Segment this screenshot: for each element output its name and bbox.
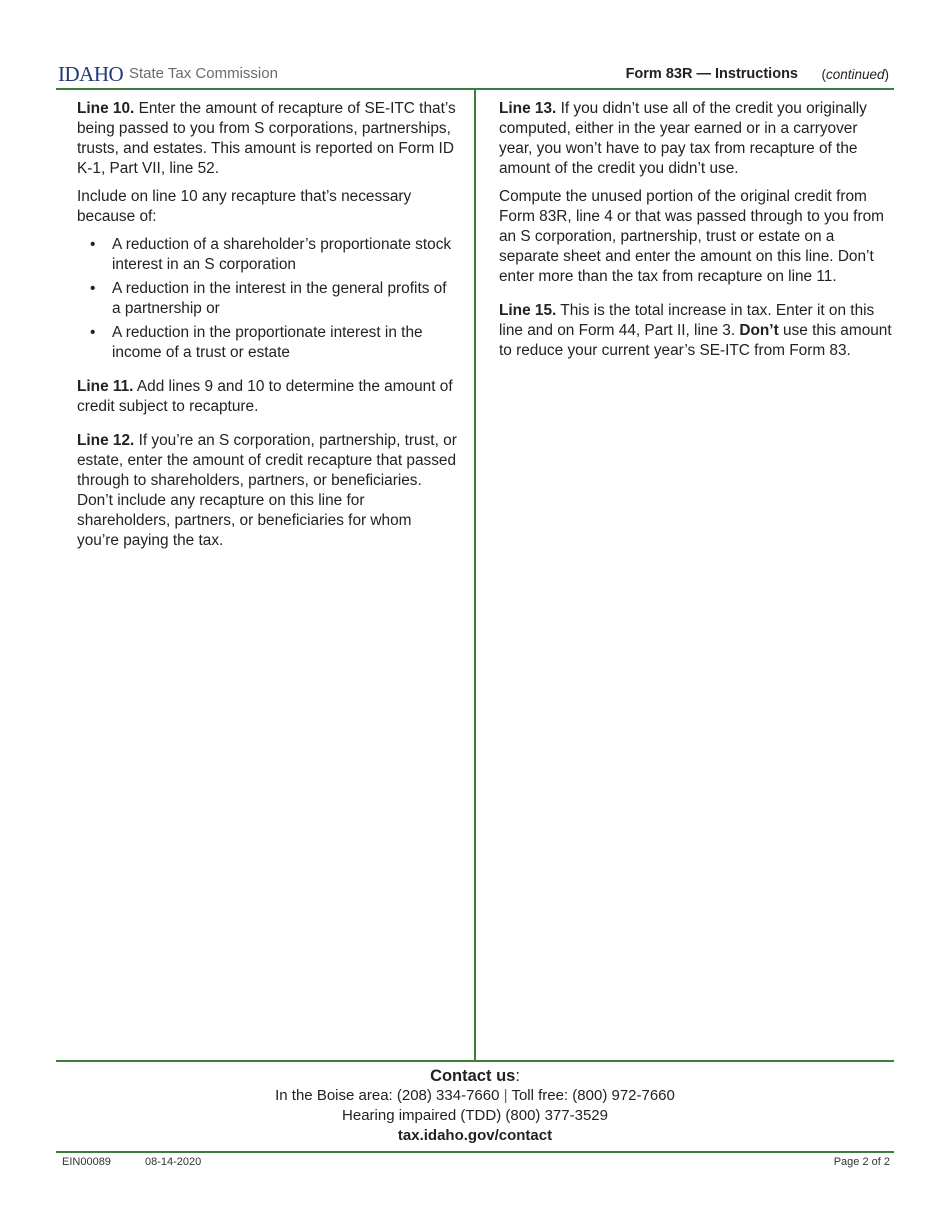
- line15-paragraph: [499, 301, 894, 361]
- line10-text: Enter the amount of recapture of SE-ITC that’s being passed to you from S corporations, partnerships, trusts, and estates. This amount is reported on Form ID K-1, Part VII, line 52.: [77, 100, 456, 177]
- right-column: [499, 99, 894, 369]
- contact-url-link[interactable]: tax.idaho.gov/contact: [397, 1127, 553, 1144]
- line12-label: Line 12.: [77, 432, 135, 449]
- continued-label: (continued): [821, 67, 889, 82]
- list-item: [77, 235, 457, 275]
- line10-include-paragraph: Include on line 10 any recapture that’s necessary because of:: [77, 188, 412, 225]
- column-divider: [474, 89, 476, 1061]
- phone-separator: |: [503, 1087, 508, 1104]
- form-code: EIN00089: [62, 1156, 111, 1168]
- page-header: [58, 60, 894, 88]
- list-item-text: A reduction of a shareholder’s proportionate stock interest in an S corporation: [112, 236, 452, 273]
- contact-title: Contact us: [430, 1067, 516, 1085]
- line13-text: If you didn’t use all of the credit you originally computed, either in the year earned or in a carryover year, you won’t have to pay tax from recapture of the amount of the credit you didn’t use.: [499, 100, 867, 177]
- line15-text: This is the total increase in tax. Enter it on this line and on Form 44, Part II, line 3.: [499, 302, 875, 339]
- contact-rule: [56, 1060, 894, 1062]
- footer-rule: [56, 1151, 894, 1153]
- list-item: [77, 279, 457, 319]
- line13-label: Line 13.: [499, 100, 557, 117]
- line13-compute-paragraph: Compute the unused portion of the original credit from Form 83R, line 4 or that was passed through to you from an S corporation, partnership, trust or estate on a separate sheet and enter the amount on this line. Don’t enter more than the tax from recapture on line 11.: [499, 188, 884, 285]
- line10-label: Line 10.: [77, 100, 135, 117]
- idaho-logo: IDAHO: [58, 62, 124, 86]
- recapture-reasons-list: [77, 235, 457, 363]
- agency-name: State Tax Commission: [129, 65, 278, 82]
- form-title: Form 83R — Instructions: [625, 66, 798, 82]
- bullet-icon: •: [90, 280, 96, 297]
- line10-paragraph: [77, 99, 457, 179]
- line13-paragraph: [499, 99, 894, 179]
- revision-date: 08-14-2020: [145, 1156, 202, 1168]
- contact-section: [0, 1066, 950, 1146]
- page-number: Page 2 of 2: [833, 1156, 890, 1168]
- contact-title-line: Contact us:: [430, 1067, 520, 1085]
- line12-paragraph: [77, 431, 457, 551]
- line11-paragraph: [77, 377, 457, 417]
- left-column: [77, 99, 457, 559]
- line11-label: Line 11.: [77, 378, 134, 395]
- line15-text-end: use this amount to reduce your current year’s SE-ITC from Form 83.: [499, 322, 892, 359]
- boise-phone: In the Boise area: (208) 334-7660: [275, 1087, 500, 1104]
- bullet-icon: •: [90, 236, 96, 253]
- contact-phone-line: [0, 1086, 950, 1106]
- continued-text: continued: [825, 67, 885, 82]
- line15-emphasis: Don’t: [739, 322, 779, 339]
- line15-label: Line 15.: [499, 302, 557, 319]
- bullet-icon: •: [90, 324, 96, 341]
- list-item: [77, 323, 457, 363]
- line11-text: Add lines 9 and 10 to determine the amount of credit subject to recapture.: [77, 378, 453, 415]
- tollfree-phone: Toll free: (800) 972-7660: [511, 1087, 675, 1104]
- list-item-text: A reduction in the proportionate interest in the income of a trust or estate: [112, 324, 423, 361]
- list-item-text: A reduction in the interest in the general profits of a partnership or: [112, 280, 447, 317]
- tdd-phone: Hearing impaired (TDD) (800) 377-3529: [342, 1107, 608, 1124]
- line12-text: If you’re an S corporation, partnership, trust, or estate, enter the amount of credit recapture that passed through to shareholders, partners, or beneficiaries. Don’t include any recapture on this line for shareholders, partners, or beneficiaries for whom you’re paying the tax.: [77, 432, 457, 549]
